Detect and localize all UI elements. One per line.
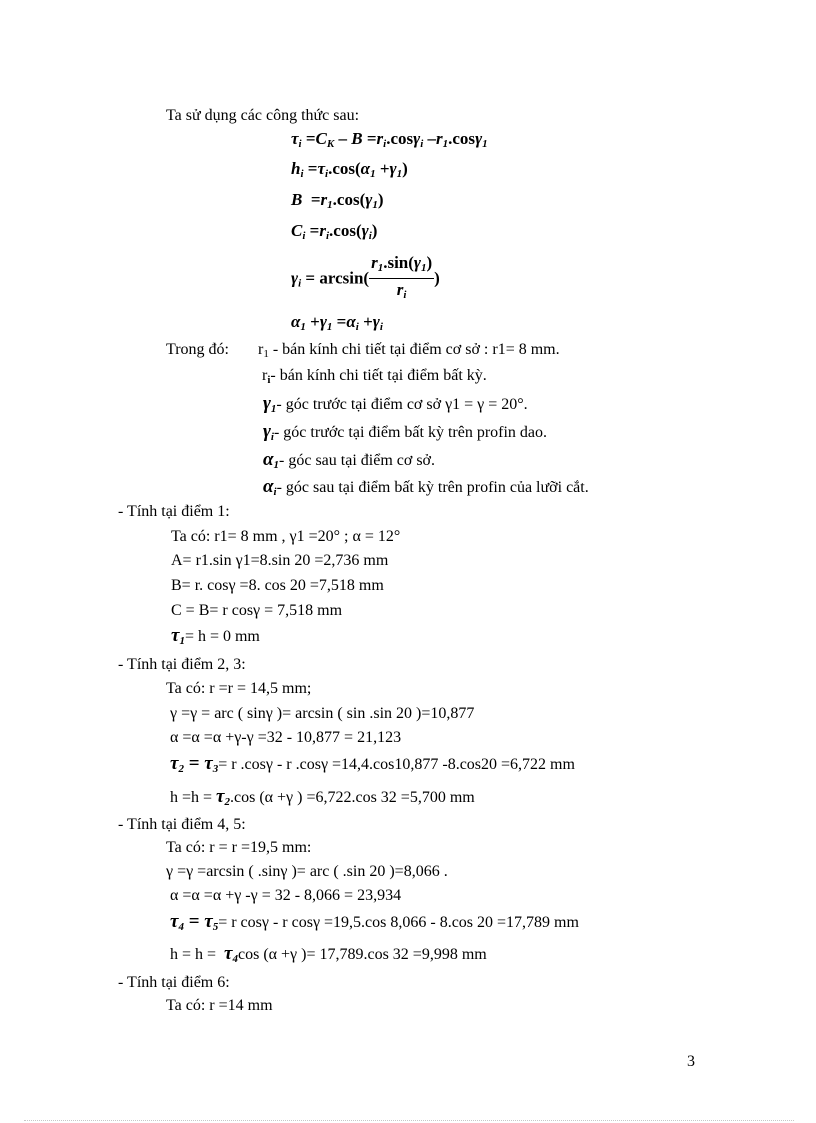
point23-line5: $h =h = \tau_2.\cos$ (α +γ ) =6,722.cos 32 =5,700 mm — [170, 786, 475, 808]
point6-heading: - Tính tại điểm 6: — [118, 974, 230, 991]
point1-line1: Ta có: r1= 8 mm , γ1 =20° ; α = 12° — [171, 528, 401, 545]
point45-line5: $h = h = \tau_4\cos$ (α +γ )= 17,789.cos 32 =9,998 mm — [170, 943, 487, 965]
point1-heading: - Tính tại điểm 1: — [118, 503, 230, 520]
point45-heading: - Tính tại điểm 4, 5: — [118, 816, 246, 833]
point1-line2: A= r1.sin γ1=8.sin 20 =2,736 mm — [171, 552, 389, 569]
point45-line3: α =α =α +γ -γ = 32 - 8,066 = 23,934 — [170, 887, 402, 904]
formula-b: $B =r_1.\cos(\gamma_1)$ — [291, 190, 384, 211]
point1-line5: $\tau_1= h = 0$ mm — [171, 625, 260, 647]
where-label: Trong đó: — [166, 341, 229, 358]
formula-c-i: $C_i =r_i.\cos(\gamma_i)$ — [291, 221, 378, 242]
def-ri: $r_i-$ bán kính chi tiết tại điểm bất kỳ. — [262, 367, 487, 386]
def-alpha1: $\alpha_1-$ góc sau tại điểm cơ sở. — [263, 449, 436, 471]
def-alphai: $\alpha_i-$ góc sau tại điểm bất kỳ trên profin của lưỡi cắt. — [263, 476, 589, 498]
point1-line4: C = B= r cosγ = 7,518 mm — [171, 602, 343, 619]
point23-line1: Ta có: r =r = 14,5 mm; — [166, 680, 312, 697]
def-r1: $r_1$ - bán kính chi tiết tại điểm cơ sở : r1= 8 mm. — [258, 341, 560, 360]
point23-heading: - Tính tại điểm 2, 3: — [118, 656, 246, 673]
page-number: 3 — [687, 1053, 695, 1070]
def-gammai: $\gamma_i-$ góc trước tại điểm bất kỳ trên profin dao. — [263, 421, 548, 443]
point23-line4: $\tau_2 = \tau_3= r$ .cosγ - r .cosγ =14,4.cos10,877 -8.cos20 =6,722 mm — [170, 753, 575, 775]
point45-line1: Ta có: r = r =19,5 mm: — [166, 839, 312, 856]
page-bottom-divider — [24, 1120, 794, 1121]
formula-tau-i: $\tau_i =C_K - B =r_i.\cos\gamma_i$ $-r_1.\cos\gamma_1$ — [291, 129, 488, 150]
point1-line3: B= r. cosγ =8. cos 20 =7,518 mm — [171, 577, 384, 594]
point6-line1: Ta có: r =14 mm — [166, 997, 273, 1014]
point45-line4: $\tau_4 = \tau_5= r$ cosγ - r cosγ =19,5.cos 8,066 - 8.cos 20 =17,789 mm — [170, 911, 579, 933]
formula-h-i: $h_i =\tau_i.\cos(\alpha_1 +\gamma_1)$ — [291, 159, 408, 180]
point23-line2: γ =γ = arc ( sinγ )= arcsin ( sin .sin 20 )=10,877 — [170, 705, 475, 722]
formula-gamma-i: $\gamma_i = \arcsin$( $\frac{r_1.\sin(\gamma_1)}{r_i}$ ) — [291, 253, 440, 301]
intro-text: Ta sử dụng các công thức sau: — [166, 107, 360, 124]
def-gamma1: $\gamma_1-$ góc trước tại điểm cơ sở γ1 = γ = 20°. — [263, 393, 528, 415]
point45-line2: γ =γ =arcsin ( .sinγ )= arc ( .sin 20 )=8,066 . — [166, 863, 448, 880]
point23-line3: α =α =α +γ-γ =32 - 10,877 = 21,123 — [170, 729, 402, 746]
formula-angle-sum: $\alpha_1 +\gamma_1 =\alpha_i +\gamma_i$ — [291, 312, 383, 333]
